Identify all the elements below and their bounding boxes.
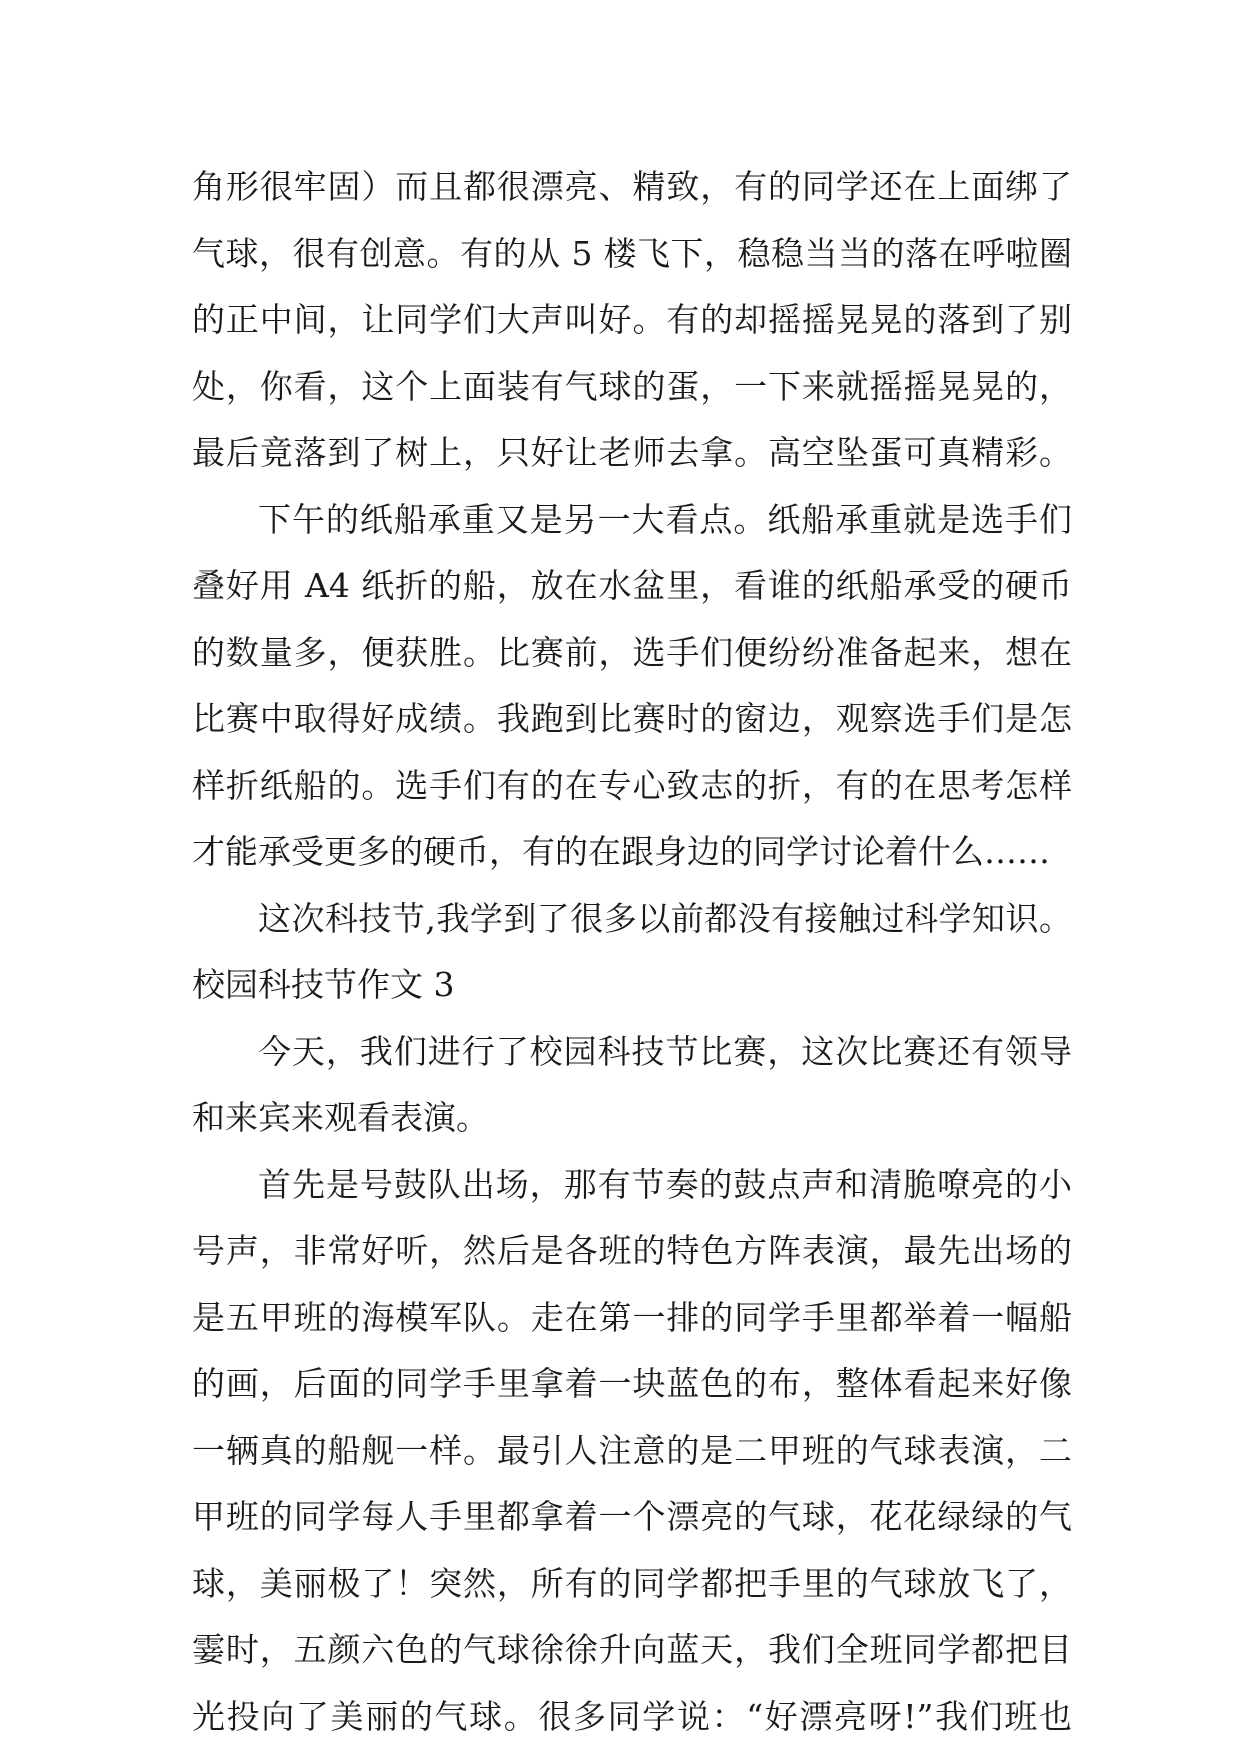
- section-heading: 校园科技节作文 3: [192, 965, 455, 1004]
- text-line: 光投向了美丽的气球。很多同学说：“好漂亮呀!”我们班也: [192, 1696, 1072, 1736]
- paragraph-last-line: 和来宾来观看表演。: [192, 1098, 489, 1137]
- text-line: 的数量多，便获胜。比赛前，选手们便纷纷准备起来，想在: [192, 632, 1072, 672]
- text-line: 处，你看，这个上面装有气球的蛋，一下来就摇摇晃晃的，: [192, 366, 1072, 406]
- text-line: 气球，很有创意。有的从 5 楼飞下，稳稳当当的落在呼啦圈: [192, 233, 1072, 273]
- text-line: 甲班的同学每人手里都拿着一个漂亮的气球，花花绿绿的气: [192, 1497, 1072, 1536]
- text-line: 角形很牢固）而且都很漂亮、精致，有的同学还在上面绑了: [192, 167, 1072, 206]
- text-line: 样折纸船的。选手们有的在专心致志的折，有的在思考怎样: [192, 765, 1072, 805]
- text-line: 是五甲班的海模军队。走在第一排的同学手里都举着一幅船: [192, 1297, 1072, 1337]
- text-line: 的正中间，让同学们大声叫好。有的却摇摇晃晃的落到了别: [192, 300, 1072, 339]
- paragraph-first-line: 首先是号鼓队出场，那有节奏的鼓点声和清脆嘹亮的小: [258, 1164, 1072, 1204]
- text-line: 号声，非常好听，然后是各班的特色方阵表演，最先出场的: [192, 1231, 1072, 1270]
- paragraph-first-line: 这次科技节,我学到了很多以前都没有接触过科学知识。: [258, 898, 1072, 938]
- text-line: 叠好用 A4 纸折的船，放在水盆里，看谁的纸船承受的硬币: [192, 566, 1072, 605]
- paragraph-first-line: 下午的纸船承重又是另一大看点。纸船承重就是选手们: [258, 499, 1072, 539]
- text-line: 球，美丽极了！突然，所有的同学都把手里的气球放飞了，: [192, 1563, 1072, 1603]
- text-line: 比赛中取得好成绩。我跑到比赛时的窗边，观察选手们是怎: [192, 699, 1072, 738]
- text-line: 的画，后面的同学手里拿着一块蓝色的布，整体看起来好像: [192, 1364, 1072, 1403]
- document-body: [192, 154, 1072, 1750]
- text-line: 最后竟落到了树上，只好让老师去拿。高空坠蛋可真精彩。: [192, 433, 1072, 472]
- paragraph-first-line: 今天，我们进行了校园科技节比赛，这次比赛还有领导: [258, 1031, 1072, 1071]
- text-line: 霎时，五颜六色的气球徐徐升向蓝天，我们全班同学都把目: [192, 1630, 1072, 1669]
- paragraph-last-line: 才能承受更多的硬币，有的在跟身边的同学讨论着什么……: [192, 832, 1050, 871]
- text-line: 一辆真的船舰一样。最引人注意的是二甲班的气球表演，二: [192, 1430, 1072, 1470]
